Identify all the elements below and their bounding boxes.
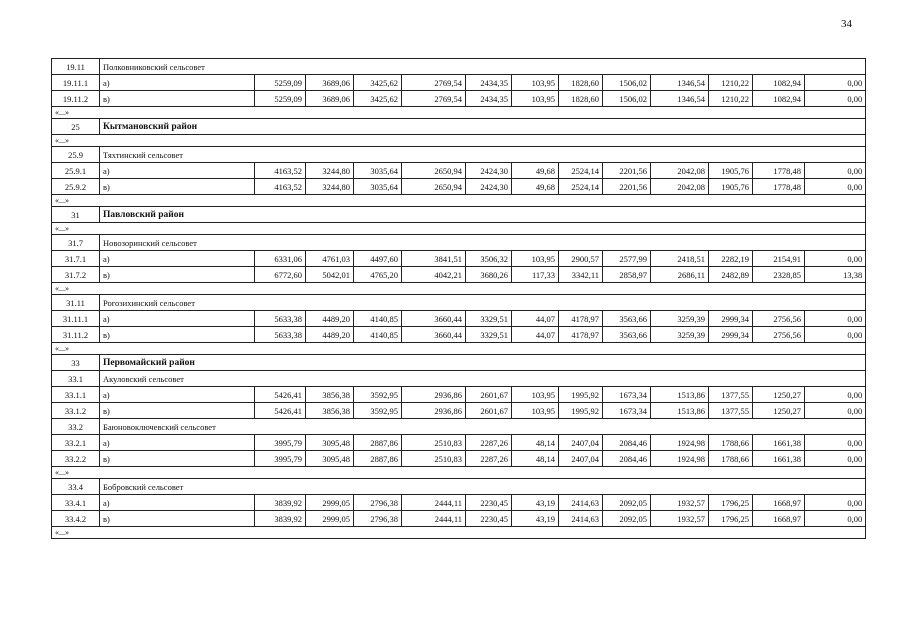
- table-row: [52, 435, 866, 451]
- row-code: 31.11.2: [52, 327, 100, 343]
- district-code: 33: [52, 355, 100, 371]
- value-cell: 3035,64: [354, 163, 402, 179]
- value-cell: 1661,38: [753, 435, 805, 451]
- row-code: 19.11.1: [52, 75, 100, 91]
- row-variant-label: а): [100, 75, 255, 91]
- row-code: 33.4.1: [52, 495, 100, 511]
- value-cell: 0,00: [805, 163, 866, 179]
- value-cell: 1506,02: [603, 91, 651, 107]
- value-cell: 1995,92: [559, 403, 603, 419]
- value-cell: 3095,48: [306, 451, 354, 467]
- value-cell: 2577,99: [603, 251, 651, 267]
- value-cell: 1905,76: [709, 163, 753, 179]
- value-cell: 103,95: [512, 387, 559, 403]
- table-row: [52, 75, 866, 91]
- value-cell: 2418,51: [651, 251, 709, 267]
- value-cell: 2154,91: [753, 251, 805, 267]
- value-cell: 5042,01: [306, 267, 354, 283]
- value-cell: 3095,48: [306, 435, 354, 451]
- value-cell: 2084,46: [603, 451, 651, 467]
- value-cell: 2769,54: [402, 75, 466, 91]
- district-code: 31: [52, 207, 100, 223]
- value-cell: 0,00: [805, 387, 866, 403]
- value-cell: 2287,26: [466, 435, 512, 451]
- section-code: 25.9: [52, 147, 100, 163]
- omission-row: [52, 527, 866, 539]
- value-cell: 3660,44: [402, 327, 466, 343]
- value-cell: 0,00: [805, 251, 866, 267]
- value-cell: 4163,52: [255, 163, 306, 179]
- value-cell: 2482,89: [709, 267, 753, 283]
- value-cell: 1250,27: [753, 403, 805, 419]
- value-cell: 4765,20: [354, 267, 402, 283]
- value-cell: 3592,95: [354, 403, 402, 419]
- value-cell: 4178,97: [559, 311, 603, 327]
- section-row: [52, 147, 866, 163]
- district-title: Кытмановский район: [100, 119, 866, 135]
- value-cell: 2201,56: [603, 179, 651, 195]
- value-cell: 48,14: [512, 435, 559, 451]
- value-cell: 1513,86: [651, 387, 709, 403]
- row-variant-label: а): [100, 387, 255, 403]
- value-cell: 1668,97: [753, 511, 805, 527]
- value-cell: 48,14: [512, 451, 559, 467]
- row-variant-label: а): [100, 311, 255, 327]
- value-cell: 0,00: [805, 311, 866, 327]
- omission-row: [52, 223, 866, 235]
- value-cell: 49,68: [512, 163, 559, 179]
- value-cell: 2999,05: [306, 495, 354, 511]
- omission-row: [52, 283, 866, 295]
- value-cell: 1796,25: [709, 511, 753, 527]
- value-cell: 5426,41: [255, 403, 306, 419]
- value-cell: 2414,63: [559, 495, 603, 511]
- value-cell: 13,38: [805, 267, 866, 283]
- value-cell: 3660,44: [402, 311, 466, 327]
- section-code: 19.11: [52, 59, 100, 75]
- value-cell: 1346,54: [651, 75, 709, 91]
- value-cell: 0,00: [805, 75, 866, 91]
- section-code: 31.11: [52, 295, 100, 311]
- section-code: 33.1: [52, 371, 100, 387]
- district-row: [52, 355, 866, 371]
- row-code: 33.1.1: [52, 387, 100, 403]
- value-cell: 2201,56: [603, 163, 651, 179]
- value-cell: 2999,34: [709, 311, 753, 327]
- value-cell: 3244,80: [306, 179, 354, 195]
- value-cell: 2524,14: [559, 163, 603, 179]
- row-variant-label: в): [100, 91, 255, 107]
- table-row: [52, 267, 866, 283]
- value-cell: 2510,83: [402, 435, 466, 451]
- value-cell: 4489,20: [306, 311, 354, 327]
- table-row: [52, 179, 866, 195]
- value-cell: 1828,60: [559, 75, 603, 91]
- value-cell: 3563,66: [603, 311, 651, 327]
- section-row: [52, 419, 866, 435]
- row-variant-label: а): [100, 251, 255, 267]
- value-cell: 1778,48: [753, 179, 805, 195]
- value-cell: 3839,92: [255, 511, 306, 527]
- section-title: Тяхтинский сельсовет: [100, 147, 866, 163]
- value-cell: 4042,21: [402, 267, 466, 283]
- value-cell: 3425,62: [354, 91, 402, 107]
- section-row: [52, 479, 866, 495]
- omission-mark: «...»: [52, 527, 866, 539]
- value-cell: 1250,27: [753, 387, 805, 403]
- value-cell: 3856,38: [306, 387, 354, 403]
- row-code: 25.9.2: [52, 179, 100, 195]
- table-row: [52, 403, 866, 419]
- table-row: [52, 387, 866, 403]
- table-row: [52, 91, 866, 107]
- value-cell: 2328,85: [753, 267, 805, 283]
- district-title: Первомайский район: [100, 355, 866, 371]
- value-cell: 1932,57: [651, 495, 709, 511]
- value-cell: 2287,26: [466, 451, 512, 467]
- value-cell: 2282,19: [709, 251, 753, 267]
- value-cell: 4497,60: [354, 251, 402, 267]
- district-row: [52, 119, 866, 135]
- section-code: 31.7: [52, 235, 100, 251]
- section-row: [52, 59, 866, 75]
- row-code: 33.1.2: [52, 403, 100, 419]
- value-cell: 44,07: [512, 311, 559, 327]
- value-cell: 103,95: [512, 75, 559, 91]
- table-row: [52, 251, 866, 267]
- value-cell: 2936,86: [402, 387, 466, 403]
- value-cell: 3995,79: [255, 435, 306, 451]
- value-cell: 2524,14: [559, 179, 603, 195]
- value-cell: 3680,26: [466, 267, 512, 283]
- omission-row: [52, 343, 866, 355]
- value-cell: 44,07: [512, 327, 559, 343]
- value-cell: 2434,35: [466, 91, 512, 107]
- row-variant-label: в): [100, 451, 255, 467]
- value-cell: 3425,62: [354, 75, 402, 91]
- row-code: 31.7.1: [52, 251, 100, 267]
- value-cell: 2407,04: [559, 435, 603, 451]
- value-cell: 0,00: [805, 327, 866, 343]
- section-row: [52, 371, 866, 387]
- value-cell: 5426,41: [255, 387, 306, 403]
- value-cell: 103,95: [512, 91, 559, 107]
- row-code: 31.7.2: [52, 267, 100, 283]
- value-cell: 2407,04: [559, 451, 603, 467]
- value-cell: 2900,57: [559, 251, 603, 267]
- value-cell: 2092,05: [603, 495, 651, 511]
- row-code: 25.9.1: [52, 163, 100, 179]
- page-number: 34: [841, 18, 852, 30]
- row-variant-label: в): [100, 327, 255, 343]
- value-cell: 3506,32: [466, 251, 512, 267]
- value-cell: 1932,57: [651, 511, 709, 527]
- omission-row: [52, 195, 866, 207]
- value-cell: 4178,97: [559, 327, 603, 343]
- omission-mark: «...»: [52, 223, 866, 235]
- value-cell: 6772,60: [255, 267, 306, 283]
- value-cell: 2510,83: [402, 451, 466, 467]
- value-cell: 0,00: [805, 435, 866, 451]
- row-code: 19.11.2: [52, 91, 100, 107]
- value-cell: 1346,54: [651, 91, 709, 107]
- value-cell: 2424,30: [466, 179, 512, 195]
- value-cell: 2999,34: [709, 327, 753, 343]
- value-cell: 1661,38: [753, 451, 805, 467]
- value-cell: 2092,05: [603, 511, 651, 527]
- value-cell: 1673,34: [603, 387, 651, 403]
- value-cell: 2444,11: [402, 511, 466, 527]
- value-cell: 1796,25: [709, 495, 753, 511]
- value-cell: 0,00: [805, 179, 866, 195]
- value-cell: 1506,02: [603, 75, 651, 91]
- row-variant-label: в): [100, 179, 255, 195]
- value-cell: 3035,64: [354, 179, 402, 195]
- table-row: [52, 495, 866, 511]
- value-cell: 1924,98: [651, 435, 709, 451]
- omission-row: [52, 135, 866, 147]
- section-title: Новозоринский сельсовет: [100, 235, 866, 251]
- value-cell: 1377,55: [709, 387, 753, 403]
- value-cell: 1668,97: [753, 495, 805, 511]
- omission-row: [52, 467, 866, 479]
- value-cell: 3342,11: [559, 267, 603, 283]
- value-cell: 0,00: [805, 403, 866, 419]
- value-cell: 0,00: [805, 451, 866, 467]
- value-cell: 4489,20: [306, 327, 354, 343]
- value-cell: 1905,76: [709, 179, 753, 195]
- omission-mark: «...»: [52, 283, 866, 295]
- value-cell: 2084,46: [603, 435, 651, 451]
- value-cell: 2601,67: [466, 403, 512, 419]
- value-cell: 3592,95: [354, 387, 402, 403]
- value-cell: 1673,34: [603, 403, 651, 419]
- section-code: 33.4: [52, 479, 100, 495]
- value-cell: 1377,55: [709, 403, 753, 419]
- value-cell: 103,95: [512, 251, 559, 267]
- value-cell: 1082,94: [753, 91, 805, 107]
- tariff-table: [51, 58, 866, 539]
- value-cell: 3259,39: [651, 311, 709, 327]
- value-cell: 2756,56: [753, 311, 805, 327]
- row-variant-label: в): [100, 403, 255, 419]
- table-row: [52, 451, 866, 467]
- value-cell: 1995,92: [559, 387, 603, 403]
- row-code: 33.4.2: [52, 511, 100, 527]
- row-variant-label: а): [100, 495, 255, 511]
- value-cell: 0,00: [805, 511, 866, 527]
- omission-mark: «...»: [52, 467, 866, 479]
- value-cell: 2887,86: [354, 435, 402, 451]
- table-body: [52, 59, 866, 539]
- row-variant-label: а): [100, 163, 255, 179]
- value-cell: 2650,94: [402, 163, 466, 179]
- value-cell: 0,00: [805, 91, 866, 107]
- value-cell: 2650,94: [402, 179, 466, 195]
- value-cell: 2936,86: [402, 403, 466, 419]
- value-cell: 2424,30: [466, 163, 512, 179]
- value-cell: 1082,94: [753, 75, 805, 91]
- value-cell: 2769,54: [402, 91, 466, 107]
- value-cell: 2756,56: [753, 327, 805, 343]
- value-cell: 1210,22: [709, 91, 753, 107]
- section-row: [52, 295, 866, 311]
- omission-row: [52, 107, 866, 119]
- value-cell: 43,19: [512, 495, 559, 511]
- table-row: [52, 311, 866, 327]
- value-cell: 4140,85: [354, 311, 402, 327]
- section-code: 33.2: [52, 419, 100, 435]
- section-title: Рогозихинский сельсовет: [100, 295, 866, 311]
- row-code: 33.2.1: [52, 435, 100, 451]
- value-cell: 2686,11: [651, 267, 709, 283]
- value-cell: 49,68: [512, 179, 559, 195]
- section-title: Акуловский сельсовет: [100, 371, 866, 387]
- value-cell: 5259,09: [255, 91, 306, 107]
- value-cell: 43,19: [512, 511, 559, 527]
- value-cell: 2999,05: [306, 511, 354, 527]
- value-cell: 1788,66: [709, 435, 753, 451]
- value-cell: 1778,48: [753, 163, 805, 179]
- district-row: [52, 207, 866, 223]
- row-variant-label: в): [100, 511, 255, 527]
- omission-mark: «...»: [52, 107, 866, 119]
- value-cell: 103,95: [512, 403, 559, 419]
- value-cell: 3841,51: [402, 251, 466, 267]
- value-cell: 3329,51: [466, 311, 512, 327]
- value-cell: 2230,45: [466, 511, 512, 527]
- table-row: [52, 511, 866, 527]
- value-cell: 2434,35: [466, 75, 512, 91]
- section-title: Полковниковский сельсовет: [100, 59, 866, 75]
- value-cell: 3244,80: [306, 163, 354, 179]
- value-cell: 1513,86: [651, 403, 709, 419]
- value-cell: 5633,38: [255, 311, 306, 327]
- value-cell: 2414,63: [559, 511, 603, 527]
- value-cell: 3329,51: [466, 327, 512, 343]
- table-row: [52, 327, 866, 343]
- omission-mark: «...»: [52, 343, 866, 355]
- value-cell: 2042,08: [651, 163, 709, 179]
- row-variant-label: а): [100, 435, 255, 451]
- value-cell: 3259,39: [651, 327, 709, 343]
- value-cell: 2858,97: [603, 267, 651, 283]
- value-cell: 4163,52: [255, 179, 306, 195]
- omission-mark: «...»: [52, 135, 866, 147]
- value-cell: 117,33: [512, 267, 559, 283]
- value-cell: 3995,79: [255, 451, 306, 467]
- value-cell: 2444,11: [402, 495, 466, 511]
- value-cell: 3856,38: [306, 403, 354, 419]
- value-cell: 1210,22: [709, 75, 753, 91]
- value-cell: 0,00: [805, 495, 866, 511]
- value-cell: 2796,38: [354, 495, 402, 511]
- value-cell: 2887,86: [354, 451, 402, 467]
- value-cell: 2042,08: [651, 179, 709, 195]
- district-code: 25: [52, 119, 100, 135]
- value-cell: 5633,38: [255, 327, 306, 343]
- value-cell: 3689,06: [306, 91, 354, 107]
- section-row: [52, 235, 866, 251]
- value-cell: 2230,45: [466, 495, 512, 511]
- section-title: Баюновоключевский сельсовет: [100, 419, 866, 435]
- omission-mark: «...»: [52, 195, 866, 207]
- value-cell: 6331,06: [255, 251, 306, 267]
- value-cell: 2601,67: [466, 387, 512, 403]
- district-title: Павловский район: [100, 207, 866, 223]
- section-title: Бобровский сельсовет: [100, 479, 866, 495]
- value-cell: 1924,98: [651, 451, 709, 467]
- row-code: 31.11.1: [52, 311, 100, 327]
- table-row: [52, 163, 866, 179]
- value-cell: 5259,09: [255, 75, 306, 91]
- value-cell: 3689,06: [306, 75, 354, 91]
- value-cell: 1788,66: [709, 451, 753, 467]
- row-variant-label: в): [100, 267, 255, 283]
- value-cell: 3839,92: [255, 495, 306, 511]
- value-cell: 4761,03: [306, 251, 354, 267]
- value-cell: 1828,60: [559, 91, 603, 107]
- value-cell: 4140,85: [354, 327, 402, 343]
- value-cell: 3563,66: [603, 327, 651, 343]
- value-cell: 2796,38: [354, 511, 402, 527]
- row-code: 33.2.2: [52, 451, 100, 467]
